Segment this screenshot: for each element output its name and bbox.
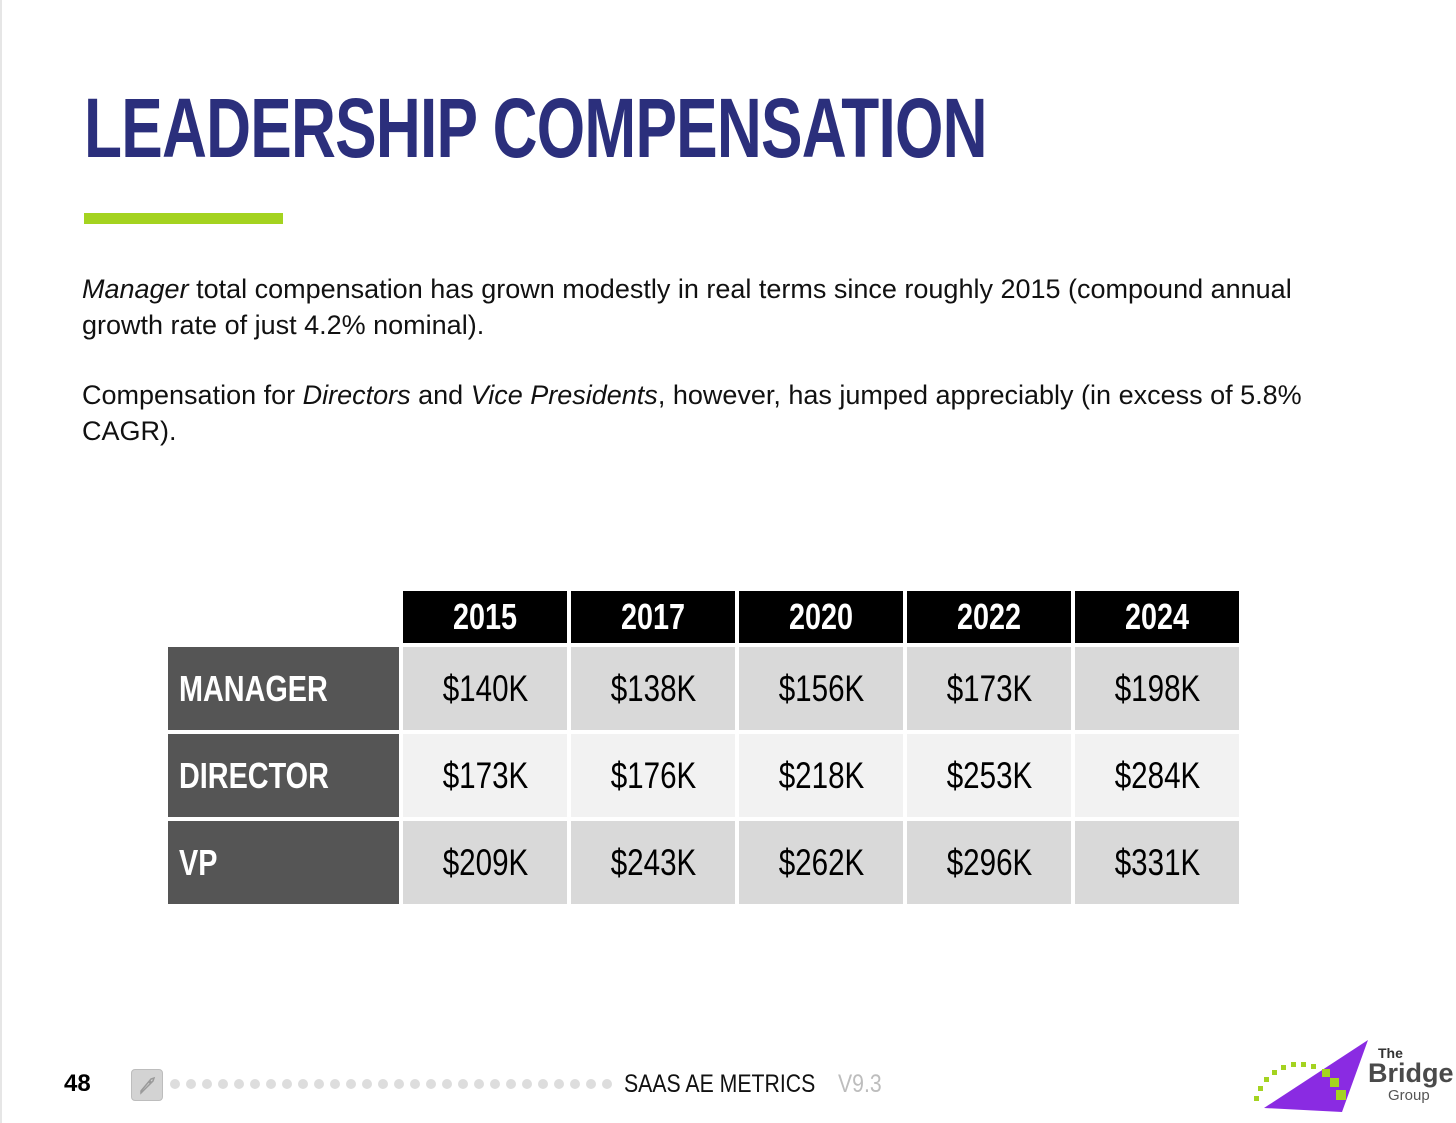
progress-dot [298, 1079, 308, 1089]
progress-dot [218, 1079, 228, 1089]
progress-dot [442, 1079, 452, 1089]
progress-dot [602, 1079, 612, 1089]
table-cell: $209K [403, 821, 567, 904]
table-cell: $296K [907, 821, 1071, 904]
progress-dot [506, 1079, 516, 1089]
compensation-table [164, 587, 1243, 908]
progress-dot [346, 1079, 356, 1089]
row-label: VP [168, 821, 399, 904]
table-row-director [168, 734, 1239, 817]
intro-paragraph-directors-vps [82, 377, 1322, 449]
progress-dot [474, 1079, 484, 1089]
table-cell: $331K [1075, 821, 1239, 904]
row-label: MANAGER [168, 647, 399, 730]
progress-dot [586, 1079, 596, 1089]
table-cell: $176K [571, 734, 735, 817]
table-cell: $198K [1075, 647, 1239, 730]
year-header: 2024 [1075, 591, 1239, 643]
progress-dot [330, 1079, 340, 1089]
row-label: DIRECTOR [168, 734, 399, 817]
logo-text-group: Group [1388, 1087, 1430, 1104]
manager-emphasis: Manager [82, 274, 189, 304]
progress-dot [186, 1079, 196, 1089]
progress-dot [394, 1079, 404, 1089]
footer-doc-title: SAAS AE METRICS [624, 1070, 816, 1098]
logo-text-bridge: Bridge [1368, 1058, 1454, 1088]
progress-dot [250, 1079, 260, 1089]
table-cell: $284K [1075, 734, 1239, 817]
table-cell: $243K [571, 821, 735, 904]
table-corner [168, 591, 399, 643]
progress-dot [362, 1079, 372, 1089]
vps-emphasis: Vice Presidents [470, 380, 658, 410]
table-row-vp [168, 821, 1239, 904]
para2-part3: , however, has jumped appreciably (in excess of 5.8% CAGR). [82, 380, 1302, 446]
logo-text-the: The [1378, 1045, 1403, 1061]
page-edge [0, 0, 2, 1123]
year-header: 2017 [571, 591, 735, 643]
progress-dot [266, 1079, 276, 1089]
table-cell: $156K [739, 647, 903, 730]
progress-dots [170, 1079, 612, 1091]
year-header: 2020 [739, 591, 903, 643]
progress-dot [378, 1079, 388, 1089]
rocket-icon [131, 1069, 163, 1101]
para2-part2: and [410, 380, 471, 410]
table-header-row [168, 591, 1239, 643]
progress-dot [458, 1079, 468, 1089]
table-cell: $173K [403, 734, 567, 817]
manager-text: total compensation has grown modestly in real terms since roughly 2015 (compound annual growth rate of just 4.2% nominal). [82, 274, 1292, 340]
progress-dot [522, 1079, 532, 1089]
year-header: 2015 [403, 591, 567, 643]
progress-dot [490, 1079, 500, 1089]
directors-emphasis: Directors [302, 380, 411, 410]
progress-dot [234, 1079, 244, 1089]
table-cell: $173K [907, 647, 1071, 730]
progress-dot [170, 1079, 180, 1089]
progress-dot [202, 1079, 212, 1089]
footer-version: V9.3 [838, 1070, 882, 1098]
table-cell: $262K [739, 821, 903, 904]
progress-dot [282, 1079, 292, 1089]
table-cell: $140K [403, 647, 567, 730]
page-number: 48 [64, 1070, 91, 1097]
progress-dot [426, 1079, 436, 1089]
title-accent-bar [84, 213, 283, 224]
table-cell: $138K [571, 647, 735, 730]
progress-dot [314, 1079, 324, 1089]
progress-dot [410, 1079, 420, 1089]
page-title: LEADERSHIP COMPENSATION [84, 81, 987, 175]
table-cell: $253K [907, 734, 1071, 817]
table-cell: $218K [739, 734, 903, 817]
year-header: 2022 [907, 591, 1071, 643]
progress-dot [570, 1079, 580, 1089]
intro-paragraph-manager [82, 271, 1322, 343]
table-row-manager [168, 647, 1239, 730]
progress-dot [538, 1079, 548, 1089]
progress-dot [554, 1079, 564, 1089]
para2-part1: Compensation for [82, 380, 303, 410]
